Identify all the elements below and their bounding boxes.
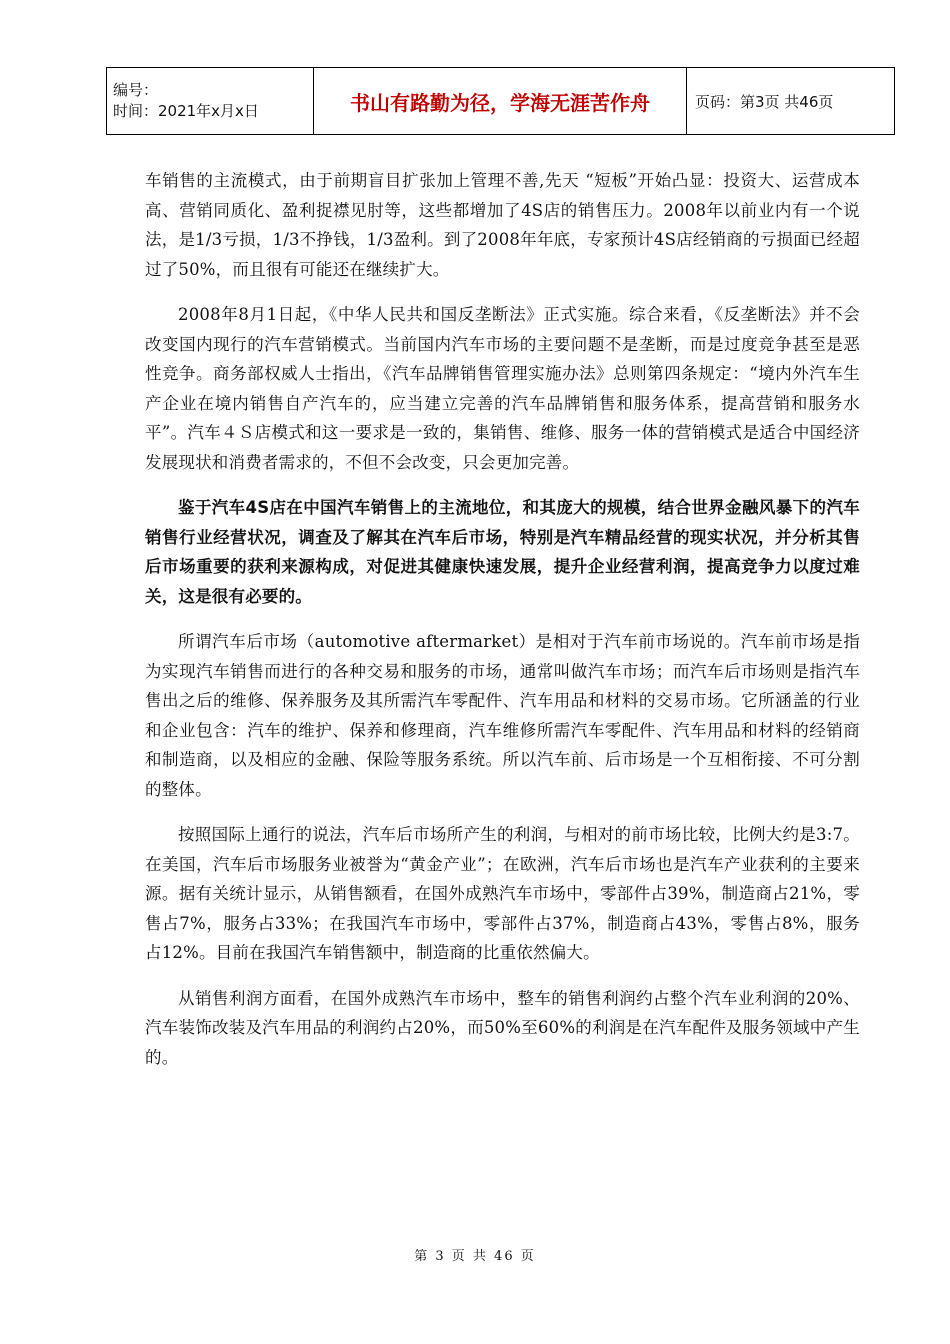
header-meta-cell <box>107 68 314 135</box>
time-label: 时间：2021年x月x日 <box>113 102 259 120</box>
header-motto: 书山有路勤为径，学海无涯苦作舟 <box>314 68 687 135</box>
document-header <box>106 67 895 135</box>
document-body <box>145 166 860 1088</box>
paragraph-1: 车销售的主流模式，由于前期盲目扩张加上管理不善,先天 “短板”开始凸显：投资大、运营成本高、营销同质化、盈利捉襟见肘等，这些都增加了4S店的销售压力。2008年以前业内有一个说法，是1/3亏损，1/3不挣钱，1/3盈利。到了2008年年底，专家预计4S店经销商的亏损面已经超过了50%，而且很有可能还在继续扩大。 <box>145 171 860 279</box>
page-footer: 第 3 页 共 46 页 <box>414 1249 536 1264</box>
code-label: 编号： <box>113 81 159 99</box>
paragraph-3-bold: 鉴于汽车4S店在中国汽车销售上的主流地位，和其庞大的规模，结合世界金融风暴下的汽车销售行业经营状况，调查及了解其在汽车后市场，特别是汽车精品经营的现实状况，并分析其售后市场重要的获利来源构成，对促进其健康快速发展，提升企业经营利润，提高竞争力以度过难关，这是很有必要的。 <box>145 498 860 606</box>
paragraph-5: 按照国际上通行的说法，汽车后市场所产生的利润，与相对的前市场比较，比例大约是3:7。在美国，汽车后市场服务业被誉为“黄金产业”；在欧洲，汽车后市场也是汽车产业获利的主要来源。据有关统计显示，从销售额看，在国外成熟汽车市场中，零部件占39%，制造商占21%，零售占7%，服务占33%；在我国汽车市场中，零部件占37%，制造商占43%，零售占8%，服务占12%。目前在我国汽车销售额中，制造商的比重依然偏大。 <box>145 825 860 962</box>
paragraph-2: 2008年8月1日起，《中华人民共和国反垄断法》正式实施。综合来看，《反垄断法》并不会改变国内现行的汽车营销模式。当前国内汽车市场的主要问题不是垄断，而是过度竞争甚至是恶性竞争。商务部权威人士指出，《汽车品牌销售管理实施办法》总则第四条规定：“境内外汽车生产企业在境内销售自产汽车的，应当建立完善的汽车品牌销售和服务体系，提高营销和服务水平”。汽车４Ｓ店模式和这一要求是一致的，集销售、维修、服务一体的营销模式是适合中国经济发展现状和消费者需求的，不但不会改变，只会更加完善。 <box>145 305 860 472</box>
paragraph-6: 从销售利润方面看，在国外成熟汽车市场中，整车的销售利润约占整个汽车业利润的20%、汽车装饰改装及汽车用品的利润约占20%，而50%至60%的利润是在汽车配件及服务领域中产生的。 <box>145 988 860 1067</box>
paragraph-4: 所谓汽车后市场（automotive aftermarket）是相对于汽车前市场说的。汽车前市场是指为实现汽车销售而进行的各种交易和服务的市场，通常叫做汽车市场；而汽车后市场则是指汽车售出之后的维修、保养服务及其所需汽车零配件、汽车用品和材料的交易市场。它所涵盖的行业和企业包含：汽车的维护、保养和修理商，汽车维修所需汽车零配件、汽车用品和材料的经销商和制造商，以及相应的金融、保险等服务系统。所以汽车前、后市场是一个互相衔接、不可分割的整体。 <box>145 632 860 799</box>
header-page-label: 页码：第3页 共46页 <box>687 68 895 135</box>
